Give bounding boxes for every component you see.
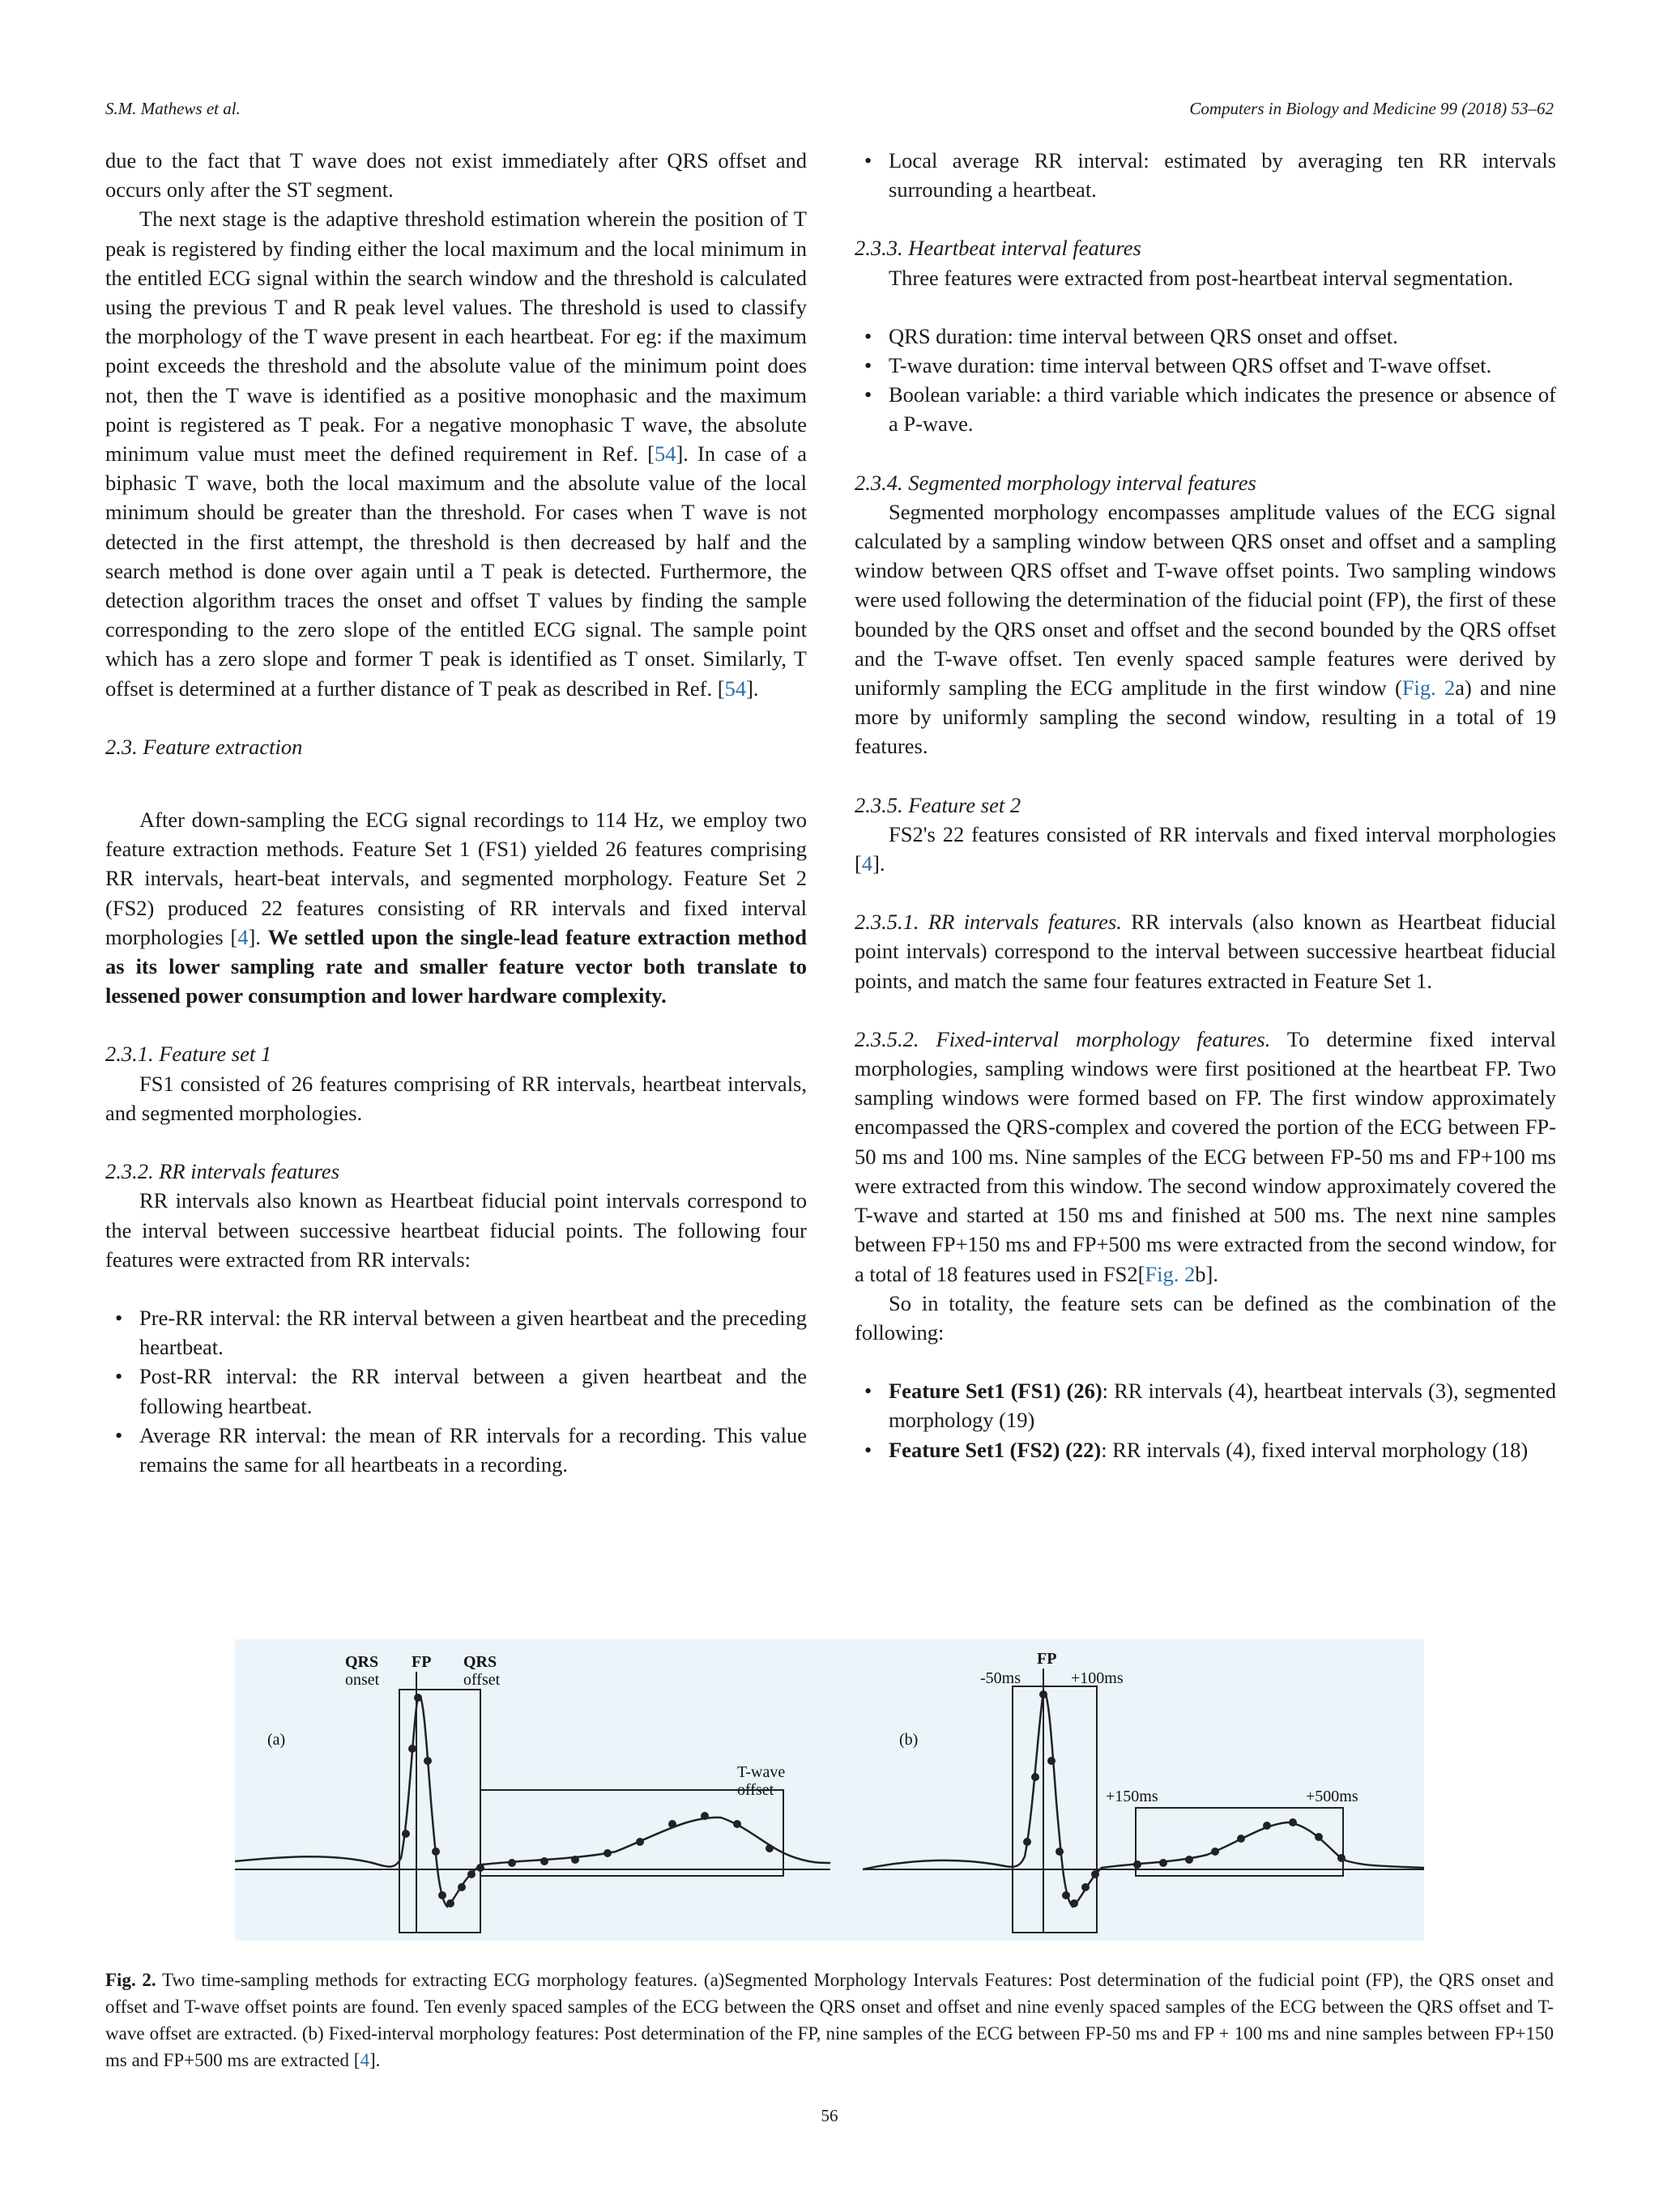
list-item: • Feature Set1 (FS2) (22): RR intervals (4), fixed interval morphology (18) [855, 1435, 1556, 1464]
paragraph: So in totality, the feature sets can be defined as the combination of the following: [855, 1290, 1556, 1345]
qrs-onset-label: onset [345, 1671, 380, 1689]
sample-point [1159, 1859, 1167, 1867]
heartbeat-feature-list [855, 322, 1556, 439]
qrs-offset-label: offset [463, 1671, 501, 1689]
panel-a [235, 1653, 830, 1933]
rr-feature-list-cont [855, 146, 1556, 204]
page-number: 56 [821, 2106, 838, 2125]
sample-point [603, 1849, 612, 1857]
sample-point [733, 1820, 741, 1828]
plus150-label: +150ms [1106, 1788, 1158, 1805]
list-item: • Local average RR interval: estimated by averaging ten RR intervals surrounding a heartbeat. [855, 146, 1556, 204]
sample-point [636, 1838, 644, 1846]
plus100-label: +100ms [1071, 1669, 1124, 1687]
citation-link[interactable]: 4 [237, 924, 249, 949]
fp-label: FP [1037, 1650, 1057, 1668]
subsection-heading: 2.3.2. RR intervals features [105, 1159, 340, 1184]
sample-point [1263, 1822, 1271, 1830]
sample-point [766, 1844, 774, 1852]
sample-point [1211, 1848, 1219, 1856]
subsection-heading: 2.3.3. Heartbeat interval features [855, 236, 1141, 261]
figure-caption: Fig. 2. Two time-sampling methods for extracting ECG morphology features. (a)Segmented Morphology Intervals Features: Post determination of the fudicial point (FP), the QRS onset and offset and T-wave offset points are found. Ten evenly spaced samples of the ECG between the QRS onset and offset and nine evenly spaced samples of the ECG between the QRS offset and T-wave offset are extracted. (b) Fixed-interval morphology features: Post determination of the FP, nine samples of the ECG between FP-50 ms and FP + 100 ms and nine samples between FP+150 ms and FP+500 ms are extracted [4]. [105, 1970, 1554, 2070]
list-item: • Average RR interval: the mean of RR intervals for a recording. This value remains the same for all heartbeats in a recording. [105, 1421, 807, 1479]
feature-set-list [855, 1376, 1556, 1464]
plus500-label: +500ms [1306, 1788, 1358, 1805]
sample-point [414, 1694, 422, 1702]
sample-point [701, 1812, 709, 1820]
figure-link[interactable]: Fig. 2 [1401, 676, 1456, 701]
ecg-sampling-diagram [235, 1639, 1424, 1941]
citation-link[interactable]: 4 [360, 2050, 369, 2070]
qrs-offset-label: QRS [463, 1653, 497, 1671]
list-item: • Post-RR interval: the RR interval between a given heartbeat and the following heartbeat. [105, 1362, 807, 1420]
rr-feature-list [105, 1303, 807, 1479]
subsubsection-heading: 2.3.5.1. RR intervals features. [855, 910, 1122, 935]
list-item: • T-wave duration: time interval between QRS offset and T-wave offset. [855, 351, 1556, 380]
sample-point [1289, 1818, 1297, 1826]
sample-point [1039, 1690, 1047, 1698]
subsection-heading: 2.3.4. Segmented morphology interval features [855, 470, 1256, 495]
running-header-journal: Computers in Biology and Medicine 99 (2018) 53–62 [1189, 99, 1554, 118]
paragraph: Segmented morphology encompasses amplitude values of the ECG signal calculated by a sampling window between QRS onset and offset and a sampling window between QRS offset and T-wave offset points. Two sampling windows were used following the determination of the fiducial point (FP), the first of these bounded by the QRS onset and offset and the second bounded by the QRS offset and the T-wave offset. Ten evenly spaced sample features were derived by uniformly sampling the ECG amplitude in the first window (Fig. 2a) and nine more by uniformly sampling the second window, resulting in a total of 19 features. [855, 499, 1556, 759]
sample-point [1031, 1773, 1039, 1781]
sample-point [1070, 1899, 1078, 1907]
citation-link[interactable]: 54 [654, 441, 676, 467]
paragraph: FS1 consisted of 26 features comprising of RR intervals, heartbeat intervals, and segmented morphologies. [105, 1071, 807, 1125]
sample-point [1091, 1870, 1099, 1878]
sample-point [1062, 1891, 1070, 1899]
figure-2 [235, 1639, 1424, 1941]
citation-link[interactable]: 4 [861, 851, 873, 876]
paragraph: 2.3.5.1. RR intervals features. RR intervals (also known as Heartbeat fiducial point intervals) correspond to the interval between successive heartbeat fiducial points, and match the same four features extracted in Feature Set 1. [855, 910, 1556, 993]
twave-offset-label: T-wave [737, 1763, 786, 1781]
paragraph: 2.3.5.2. Fixed-interval morphology features. To determine fixed interval morphologies, sampling windows were first positioned at the heartbeat FP. Two sampling windows were formed based on FP. The first window approximately encompassed the QRS-complex and covered the portion of the ECG between FP-50 ms and 100 ms. Nine samples of the ECG between FP-50 ms and FP+100 ms were extracted from this window. The second window approximately covered the T-wave and started at 150 ms and finished at 500 ms. The next nine samples between FP+150 ms and FP+500 ms were extracted from the second window, for a total of 18 features used in FS2[Fig. 2b]. [855, 1026, 1556, 1286]
qrs-window [1013, 1686, 1097, 1933]
sample-point [1023, 1838, 1031, 1846]
list-item: • Boolean variable: a third variable which indicates the presence or absence of a P-wave. [855, 380, 1556, 438]
sample-point [424, 1757, 432, 1765]
sample-point [571, 1856, 579, 1864]
sample-point [1133, 1860, 1141, 1869]
paragraph: FS2's 22 features consisted of RR intervals and fixed interval morphologies [4]. [855, 821, 1556, 876]
sample-point [1081, 1883, 1090, 1891]
running-header-authors: S.M. Mathews et al. [105, 99, 241, 118]
sample-point [1337, 1854, 1346, 1862]
twave-offset-label: offset [737, 1781, 774, 1799]
paragraph: Three features were extracted from post-heartbeat interval segmentation. [889, 265, 1514, 290]
right-column [855, 146, 1556, 1464]
left-column [105, 146, 807, 1479]
sample-point [467, 1870, 476, 1878]
list-item: • Feature Set1 (FS1) (26): RR intervals (4), heartbeat intervals (3), segmented morphology (19) [855, 1376, 1556, 1434]
sample-point [508, 1859, 516, 1867]
sample-point [1185, 1856, 1193, 1864]
twave-window [480, 1790, 783, 1876]
paragraph: due to the fact that T wave does not exist immediately after QRS offset and occurs only after the ST segment. [105, 148, 807, 202]
subsection-heading: 2.3.1. Feature set 1 [105, 1042, 272, 1067]
sample-point [1315, 1833, 1323, 1841]
sample-point [540, 1857, 548, 1865]
panel-b-label: (b) [899, 1731, 919, 1749]
paragraph: After down-sampling the ECG signal recordings to 114 Hz, we employ two feature extraction methods. Feature Set 1 (FS1) yielded 26 features comprising RR intervals, heart-beat intervals, and segmented morphology. Feature Set 2 (FS2) produced 22 features consisting of RR intervals and fixed interval morphologies [4]. We settled upon the single-lead feature extraction method as its lower sampling rate and smaller feature vector both translate to lessened power consumption and lower hardware complexity. [105, 808, 807, 1008]
list-item: • Pre-RR interval: the RR interval between a given heartbeat and the preceding heartbeat. [105, 1303, 807, 1362]
fp-label: FP [412, 1653, 432, 1671]
list-item: • QRS duration: time interval between QRS onset and offset. [855, 322, 1556, 351]
citation-link[interactable]: 54 [724, 676, 747, 701]
sample-point [1237, 1835, 1245, 1843]
sample-points [1023, 1690, 1346, 1907]
sample-point [402, 1830, 410, 1838]
sample-point [446, 1899, 454, 1907]
sample-point [1047, 1757, 1056, 1765]
sample-point [458, 1883, 466, 1891]
sample-point [1056, 1848, 1064, 1856]
sample-point [408, 1745, 416, 1753]
subsection-heading: 2.3.5. Feature set 2 [855, 792, 1021, 817]
figure-link[interactable]: Fig. 2 [1145, 1261, 1196, 1286]
sample-point [432, 1848, 440, 1856]
sample-point [438, 1891, 446, 1899]
panel-a-label: (a) [267, 1731, 286, 1749]
panel-b [863, 1650, 1424, 1933]
section-heading: 2.3. Feature extraction [105, 734, 303, 759]
minus50-label: -50ms [980, 1669, 1021, 1687]
subsubsection-heading: 2.3.5.2. Fixed-interval morphology features. [855, 1026, 1271, 1051]
paragraph: The next stage is the adaptive threshold estimation wherein the position of T peak is registered by finding either the local maximum and the local minimum in the entitled ECG signal within the search window and the threshold is calculated using the previous T and R peak level values. The threshold is used to classify the morphology of the T wave present in each heartbeat. For eg: if the maximum point exceeds the threshold and the absolute value of the minimum point does not, then the T wave is identified as a positive monophasic and the maximum point is registered as T peak. For a negative monophasic T wave, the absolute minimum value must meet the defined requirement in Ref. [54]. In case of a biphasic T wave, both the local maximum and the absolute value of the local minimum should be greater than the threshold. For cases when T wave is not detected in the first attempt, the threshold is then decreased by half and the search method is done over again until a T peak is detected. Furthermore, the detection algorithm traces the onset and offset T values by finding the sample corresponding to the zero slope of the entitled ECG signal. The sample point which has a zero slope and former T peak is identified as T onset. Similarly, T offset is determined at a further distance of T peak as described in Ref. [54]. [105, 207, 808, 701]
qrs-onset-label: QRS [345, 1653, 379, 1671]
ecg-trace [235, 1695, 830, 1907]
sample-point [668, 1820, 676, 1828]
sample-point [476, 1864, 484, 1872]
paragraph: RR intervals also known as Heartbeat fiducial point intervals correspond to the interval between successive heartbeat fiducial points. The following four features were extracted from RR intervals: [105, 1188, 807, 1272]
